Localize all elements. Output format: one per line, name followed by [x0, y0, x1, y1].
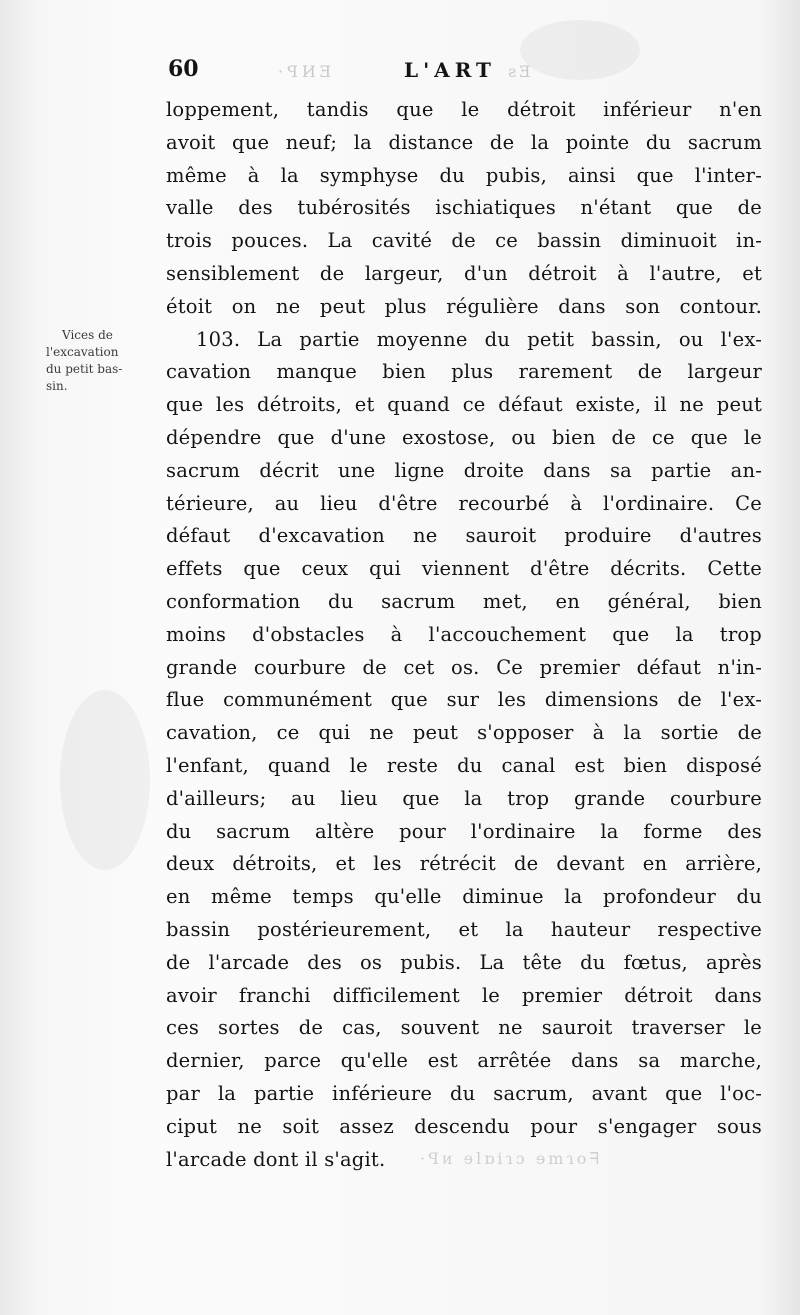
paragraph-start-line: 103. La partie moyenne du petit bassin, ou l'ex- — [196, 327, 762, 351]
text-line: d'ailleurs; au lieu que la trop grande courbure — [166, 786, 762, 810]
text-line: grande courbure de cet os. Ce premier défaut n'in- — [166, 655, 762, 679]
text-line: même à la symphyse du pubis, ainsi que l'inter- — [166, 163, 762, 187]
text-line: que les détroits, et quand ce défaut existe, il ne peut — [166, 393, 762, 417]
text-line: sacrum décrit une ligne droite dans sa partie an- — [166, 458, 762, 482]
text-line: avoit que neuf; la distance de la pointe du sacrum — [166, 130, 762, 154]
running-title: L'ART — [404, 58, 496, 82]
text-line: en même temps qu'elle diminue la profondeur du — [166, 885, 762, 909]
text-line: de l'arcade des os pubis. La tête du fœtus, après — [166, 950, 762, 974]
text-line: dernier, parce qu'elle est arrêtée dans sa marche, — [166, 1049, 762, 1073]
text-line: cavation, ce qui ne peut s'opposer à la sortie de — [166, 721, 762, 745]
text-line: ciput ne soit assez descendu pour s'engager sous — [166, 1114, 762, 1138]
paper-stain — [60, 690, 150, 870]
text-line: par la partie inférieure du sacrum, avant que l'oc- — [166, 1081, 762, 1105]
text-line: trois pouces. La cavité de ce bassin diminuoit in- — [166, 229, 762, 253]
text-line: cavation manque bien plus rarement de largeur — [166, 360, 762, 384]
text-line: bassin postérieurement, et la hauteur respective — [166, 917, 762, 941]
text-line: l'enfant, quand le reste du canal est bien disposé — [166, 753, 762, 777]
text-line: avoir franchi difficilement le premier détroit dans — [166, 983, 762, 1007]
text-line: défaut d'excavation ne sauroit produire d'autres — [166, 524, 762, 548]
text-line: conformation du sacrum met, en général, bien — [166, 589, 762, 613]
margin-note-line: sin. — [46, 379, 68, 393]
text-line: effets que ceux qui viennent d'être décrits. Cette — [166, 557, 762, 581]
text-line: loppement, tandis que le détroit inférieur n'en — [166, 98, 762, 121]
text-line: flue communément que sur les dimensions de l'ex- — [166, 688, 762, 712]
text-line: deux détroits, et les rétrécit de devant en arrière, — [166, 852, 762, 876]
running-head — [168, 56, 638, 88]
text-line: valle des tubérosités ischiatiques n'étant que de — [166, 196, 762, 220]
show-through-text: ·ꟼИƎ — [278, 62, 336, 81]
text-line: dépendre que d'une exostose, ou bien de ce que le — [166, 425, 762, 449]
page-number: 60 — [168, 56, 199, 82]
paragraph-end-line: l'arcade dont il s'agit. — [166, 1147, 386, 1171]
show-through-text: ƨƎ — [508, 62, 534, 81]
text-line: moins d'obstacles à l'accouchement que la trop — [166, 622, 762, 646]
text-line: du sacrum altère pour l'ordinaire la forme des — [166, 819, 762, 843]
margin-note-line: l'excavation — [46, 345, 119, 359]
show-through-text: ·ꟼᴎ ɘlɒiɿɔ ɘmɿoᖷ — [420, 1149, 602, 1168]
text-line: étoit on ne peut plus régulière dans son contour. — [166, 294, 762, 318]
text-line: ces sortes de cas, souvent ne sauroit traverser le — [166, 1016, 762, 1040]
margin-note — [46, 327, 158, 395]
text-line: térieure, au lieu d'être recourbé à l'ordinaire. Ce — [166, 491, 762, 515]
margin-note-line: Vices de — [62, 328, 113, 342]
margin-note-line: du petit bas- — [46, 362, 123, 376]
body-text — [166, 94, 762, 1176]
text-line: sensiblement de largeur, d'un détroit à l'autre, et — [166, 261, 762, 285]
